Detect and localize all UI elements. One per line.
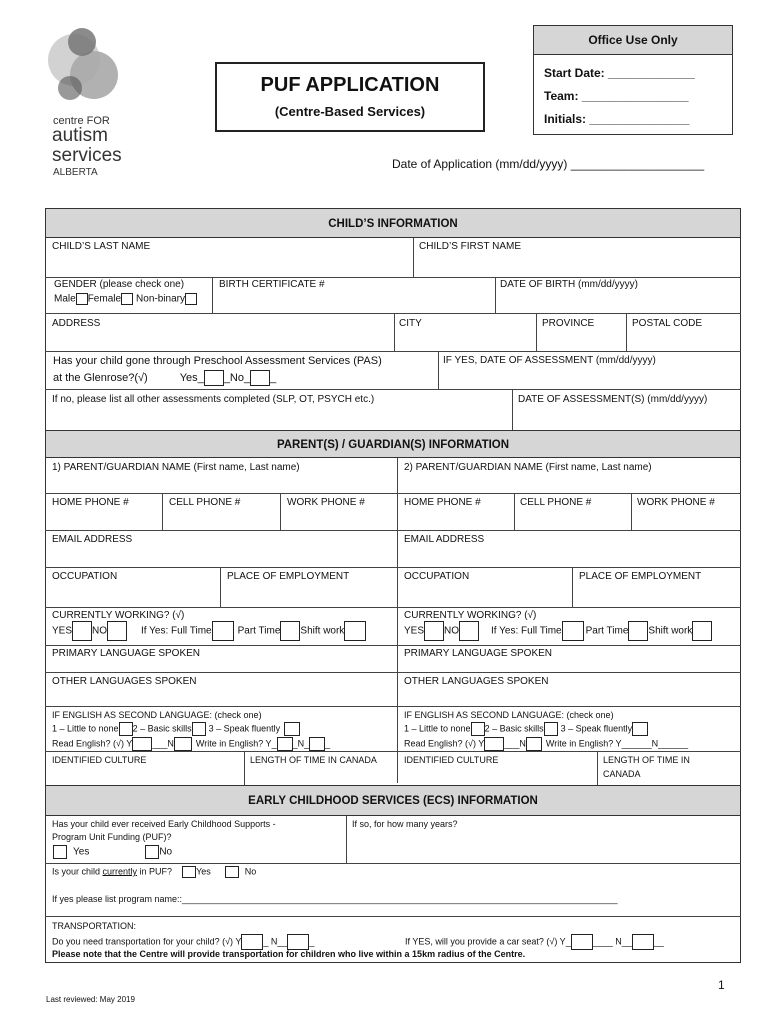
p2-email[interactable]: EMAIL ADDRESS: [404, 534, 485, 545]
p2-cell-phone[interactable]: CELL PHONE #: [520, 497, 592, 508]
transport-need: Do you need transportation for your child? (√) Y _ N__ _: [52, 934, 314, 950]
ecs-program-name[interactable]: If yes please list program name::_______________________________________________________________________________________: [52, 894, 618, 904]
city[interactable]: CITY: [399, 318, 422, 329]
logo-line1: centre FOR: [53, 115, 110, 127]
pas-date[interactable]: IF YES, DATE OF ASSESSMENT (mm/dd/yyyy): [443, 355, 656, 366]
pas-question-1: Has your child gone through Preschool Assessment Services (PAS): [53, 355, 382, 367]
p1-esl3-box[interactable]: [284, 722, 300, 736]
gender-label: GENDER (please check one): [54, 279, 185, 290]
ecs-q1b: Program Unit Funding (PUF)?: [52, 832, 172, 842]
transport-note: Please note that the Centre will provide transportation for children who live within a 15km radius of the Centre.: [52, 949, 526, 959]
page-title: PUF APPLICATION: [260, 74, 440, 96]
pas-end: _: [270, 371, 277, 384]
p1-name[interactable]: 1) PARENT/GUARDIAN NAME (First name, Last name): [52, 462, 300, 473]
pas-question-2: [53, 370, 276, 386]
p1-no-box[interactable]: [107, 621, 127, 641]
section-child-heading: CHILD’S INFORMATION: [45, 208, 741, 238]
carseat-n-label: N: [615, 936, 622, 947]
pas-no-box[interactable]: [250, 370, 270, 386]
section-ecs-heading: EARLY CHILDHOOD SERVICES (ECS) INFORMATION: [45, 785, 741, 816]
p2-shift-label: Shift work: [648, 625, 693, 637]
birth-cert[interactable]: BIRTH CERTIFICATE #: [219, 279, 325, 290]
p2-esl3-box[interactable]: [632, 722, 648, 736]
p1-shift-box[interactable]: [344, 621, 366, 641]
p1-write-n-box[interactable]: [309, 737, 325, 751]
ecs-q1-options: [53, 845, 172, 859]
p2-working-label: CURRENTLY WORKING? (√): [404, 610, 537, 621]
p2-fulltime-box[interactable]: [562, 621, 584, 641]
last-reviewed: Last reviewed: May 2019: [46, 995, 135, 1004]
office-initials[interactable]: Initials: _______________: [544, 112, 690, 126]
nonbinary-label: Non-binary: [136, 293, 185, 305]
p2-no-label: NO: [444, 625, 460, 637]
nonbinary-checkbox[interactable]: [185, 293, 197, 305]
ecs-yes-label: Yes: [73, 846, 90, 858]
male-checkbox[interactable]: [76, 293, 88, 305]
p2-fulltime-label: If Yes: Full Time: [491, 625, 562, 637]
p1-esl-label: IF ENGLISH AS SECOND LANGUAGE: (check one): [52, 710, 262, 720]
p2-occupation[interactable]: OCCUPATION: [404, 571, 470, 582]
p2-parttime-label: Part Time: [585, 625, 629, 637]
transport-label: TRANSPORTATION:: [52, 921, 137, 931]
p1-home-phone[interactable]: HOME PHONE #: [52, 497, 129, 508]
p2-esl1: 1 – Little to none: [404, 723, 471, 734]
page-subtitle: (Centre-Based Services): [274, 104, 426, 119]
p1-esl3: 3 – Speak fluently: [208, 723, 281, 734]
ecs-current-yes-box[interactable]: [182, 866, 196, 878]
p2-name[interactable]: 2) PARENT/GUARDIAN NAME (First name, Last name): [404, 462, 652, 473]
p2-yes-label: YES: [404, 625, 425, 637]
pas-no-label: _No_: [223, 371, 251, 384]
p1-read-n-box[interactable]: [174, 737, 192, 751]
p2-primary-lang[interactable]: PRIMARY LANGUAGE SPOKEN: [404, 648, 553, 659]
p1-occupation[interactable]: OCCUPATION: [52, 571, 118, 582]
assessment-dates[interactable]: DATE OF ASSESSMENT(S) (mm/dd/yyyy): [518, 394, 708, 405]
ecs-current-no: No: [244, 866, 257, 877]
p1-place[interactable]: PLACE OF EMPLOYMENT: [227, 571, 350, 582]
logo-circles: [46, 20, 136, 120]
p2-read-label: Read English? (√) Y: [404, 738, 485, 749]
p2-write-label: Write in English? Y: [545, 738, 622, 749]
p2-place[interactable]: PLACE OF EMPLOYMENT: [579, 571, 702, 582]
ecs-current-b: in PUF?: [137, 866, 173, 877]
p2-work-phone[interactable]: WORK PHONE #: [637, 497, 715, 508]
p1-read-label: Read English? (√) Y: [52, 738, 133, 749]
p2-no-box[interactable]: [459, 621, 479, 641]
p2-read-y-box[interactable]: [484, 737, 504, 751]
p1-parttime-label: Part Time: [237, 625, 281, 637]
p1-read-y-box[interactable]: [132, 737, 152, 751]
p1-read-n-label: N: [167, 738, 174, 749]
p1-esl1: 1 – Little to none: [52, 723, 119, 734]
office-start[interactable]: Start Date: _____________: [544, 66, 695, 80]
gender-options: [54, 293, 197, 305]
logo-line3: services: [52, 145, 122, 166]
p2-esl-options: [404, 722, 648, 736]
p2-yes-box[interactable]: [424, 621, 444, 641]
p2-read-n-label: N: [519, 738, 526, 749]
ecs-no-label: No: [159, 846, 173, 858]
p2-parttime-box[interactable]: [628, 621, 648, 641]
dob[interactable]: DATE OF BIRTH (mm/dd/yyyy): [500, 279, 638, 290]
p1-working-options: [52, 621, 366, 641]
office-team[interactable]: Team: ________________: [544, 89, 689, 103]
female-checkbox[interactable]: [121, 293, 133, 305]
p2-length-a[interactable]: LENGTH OF TIME IN: [603, 755, 690, 765]
ecs-current-a: Is your child: [52, 866, 103, 877]
p1-no-label: NO: [92, 625, 108, 637]
p1-working-label: CURRENTLY WORKING? (√): [52, 610, 185, 621]
p1-yes-label: YES: [52, 625, 73, 637]
p1-length[interactable]: LENGTH OF TIME IN CANADA: [250, 755, 377, 765]
p1-cell-phone[interactable]: CELL PHONE #: [169, 497, 241, 508]
pas-question-2-text: at the Glenrose?(√): [53, 371, 148, 384]
ecs-years[interactable]: If so, for how many years?: [352, 819, 458, 829]
ecs-current-puf: [52, 866, 256, 878]
pas-yes-label: Yes_: [179, 371, 204, 384]
province[interactable]: PROVINCE: [542, 318, 595, 329]
male-label: Male: [54, 293, 76, 305]
page-number: 1: [718, 978, 725, 992]
female-label: Female: [87, 293, 122, 305]
p1-culture[interactable]: IDENTIFIED CULTURE: [52, 755, 147, 765]
transport-need-label: Do you need transportation for your child? (√) Y: [52, 936, 242, 947]
p1-shift-label: Shift work: [300, 625, 345, 637]
p2-esl2: 2 – Basic skills: [484, 723, 544, 734]
ecs-current-yes: Yes: [196, 866, 211, 877]
carseat-y-box[interactable]: [571, 934, 593, 950]
transport-need-y-box[interactable]: [241, 934, 263, 950]
postal-code[interactable]: POSTAL CODE: [632, 318, 703, 329]
p2-shift-box[interactable]: [692, 621, 712, 641]
ecs-yes-box[interactable]: [53, 845, 67, 859]
p2-esl1-box[interactable]: [471, 722, 485, 736]
p1-work-phone[interactable]: WORK PHONE #: [287, 497, 365, 508]
address[interactable]: ADDRESS: [52, 318, 101, 329]
p1-esl-options: [52, 722, 300, 736]
other-assessments[interactable]: If no, please list all other assessments completed (SLP, OT, PSYCH etc.): [52, 394, 375, 405]
p2-write-n-label: N: [651, 738, 659, 749]
ecs-no-box[interactable]: [145, 845, 159, 859]
logo-line2: autism: [52, 125, 108, 146]
ecs-current-no-box[interactable]: [225, 866, 239, 878]
p2-esl3: 3 – Speak fluently: [560, 723, 633, 734]
p1-write-y-box[interactable]: [277, 737, 293, 751]
p1-yes-box[interactable]: [72, 621, 92, 641]
carseat-label: If YES, will you provide a car seat? (√) Y: [405, 936, 566, 947]
transport-need-n-label: N: [270, 936, 278, 947]
p1-write-n-label: N: [297, 738, 305, 749]
carseat-n-box[interactable]: [632, 934, 654, 950]
office-heading: Office Use Only: [534, 26, 732, 55]
p2-esl-label: IF ENGLISH AS SECOND LANGUAGE: (check one): [404, 710, 614, 720]
office-use-box: [533, 25, 733, 135]
p1-esl2-box[interactable]: [192, 722, 206, 736]
p1-read-write: Read English? (√) Y ___N Write in English? Y_ _N_ _: [52, 737, 330, 751]
p1-esl2: 2 – Basic skills: [132, 723, 192, 734]
carseat: If YES, will you provide a car seat? (√) Y_ ____ N__ __: [405, 934, 664, 950]
p2-other-lang[interactable]: OTHER LANGUAGES SPOKEN: [404, 676, 549, 687]
p1-write-label: Write in English? Y: [195, 738, 272, 749]
p2-esl2-box[interactable]: [544, 722, 558, 736]
p1-fulltime-box[interactable]: [212, 621, 234, 641]
title-box: [215, 62, 485, 132]
p1-primary-lang[interactable]: PRIMARY LANGUAGE SPOKEN: [52, 648, 201, 659]
ecs-current-u: currently: [102, 866, 138, 877]
p2-home-phone[interactable]: HOME PHONE #: [404, 497, 481, 508]
p2-working-options: [404, 621, 712, 641]
p1-email[interactable]: EMAIL ADDRESS: [52, 534, 133, 545]
child-last-name[interactable]: CHILD’S LAST NAME: [52, 241, 151, 252]
p1-fulltime-label: If Yes: Full Time: [141, 625, 212, 637]
p1-other-lang[interactable]: OTHER LANGUAGES SPOKEN: [52, 676, 197, 687]
section-parents-heading: PARENT(S) / GUARDIAN(S) INFORMATION: [45, 430, 741, 458]
date-of-application[interactable]: Date of Application (mm/dd/yyyy) ____________________: [392, 157, 705, 171]
pas-yes-box[interactable]: [204, 370, 224, 386]
p2-culture[interactable]: IDENTIFIED CULTURE: [404, 755, 499, 765]
child-first-name[interactable]: CHILD’S FIRST NAME: [419, 241, 522, 252]
p2-length-b: CANADA: [603, 769, 641, 779]
transport-need-n-box[interactable]: [287, 934, 309, 950]
p1-esl1-box[interactable]: [119, 722, 133, 736]
p1-parttime-box[interactable]: [280, 621, 300, 641]
ecs-q1a: Has your child ever received Early Childhood Supports -: [52, 819, 276, 829]
p2-read-write: Read English? (√) Y ___N Write in English? Y______N______: [404, 737, 688, 751]
p2-read-n-box[interactable]: [526, 737, 542, 751]
logo-line4: ALBERTA: [53, 167, 98, 178]
